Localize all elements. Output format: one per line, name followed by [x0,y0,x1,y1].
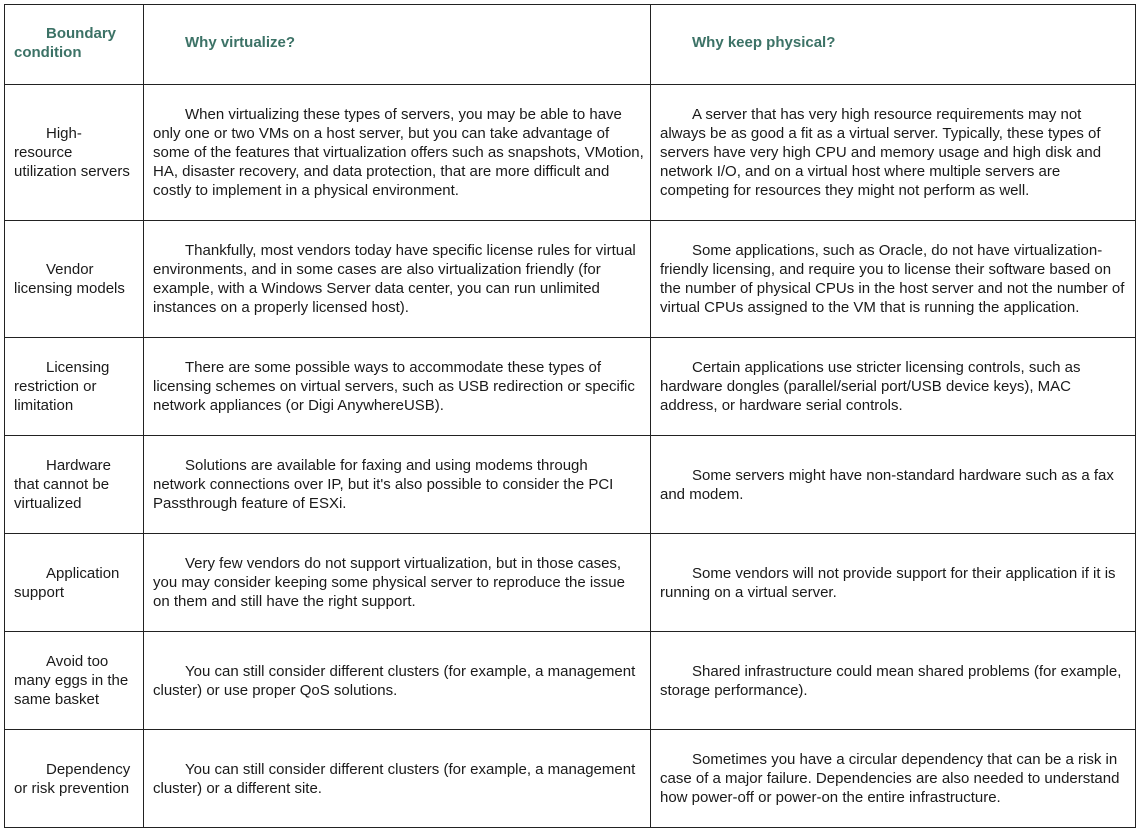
physical-cell [651,221,1136,338]
condition-text: Application support [14,564,120,601]
comparison-table [4,4,1136,828]
table-row [5,730,1136,828]
header-virtualize-text: Why virtualize? [185,34,296,51]
header-condition-text: Boundary condition [14,24,117,61]
header-physical-text: Why keep physical? [692,34,836,51]
condition-cell [5,534,144,632]
virtualize-cell [144,221,651,338]
condition-cell [5,632,144,730]
condition-cell [5,221,144,338]
condition-text: Licensing restriction or limitation [14,359,110,414]
header-condition [5,5,144,85]
physical-cell [651,632,1136,730]
physical-cell [651,338,1136,436]
physical-text: Some vendors will not provide support for their application if it is running on a virtual server. [660,564,1116,601]
condition-text: Vendor licensing models [14,261,125,297]
virtualize-text: Solutions are available for faxing and using modems through network connections over IP, but it's also possible to consider the PCI Passthrough feature of ESXi. [153,457,614,512]
physical-cell [651,436,1136,534]
virtualize-cell [144,730,651,828]
condition-cell [5,338,144,436]
virtualize-text: Thankfully, most vendors today have specific license rules for virtual environments, and in some cases are also virtualization friendly (for example, with a Windows Server data center, you can run unlimited instances on a properly licensed host). [153,242,636,316]
physical-text: Sometimes you have a circular dependency that can be a risk in case of a major failure. Dependencies are also needed to understand how power-off or power-on the entire infrastructure. [660,751,1120,806]
virtualize-cell [144,338,651,436]
virtualize-cell [144,534,651,632]
physical-text: Shared infrastructure could mean shared problems (for example, storage performance). [660,662,1122,699]
physical-text: Certain applications use stricter licensing controls, such as hardware dongles (parallel/serial port/USB device keys), MAC address, or hardware serial controls. [660,359,1081,414]
virtualize-cell [144,436,651,534]
physical-cell [651,534,1136,632]
physical-cell [651,730,1136,828]
header-virtualize [144,5,651,85]
condition-cell [5,85,144,221]
virtualize-text: Very few vendors do not support virtualization, but in those cases, you may consider keeping some physical server to reproduce the issue on them and still have the right support. [153,555,625,610]
virtualize-text: You can still consider different clusters (for example, a management cluster) or use proper QoS solutions. [153,662,636,699]
physical-text: Some applications, such as Oracle, do not have virtualization-friendly licensing, and require you to license their software based on the number of physical CPUs in the host server and not the number of virtual CPUs assigned to the VM that is running the application. [660,242,1125,316]
physical-text: A server that has very high resource requirements may not always be as good a fit as a virtual server. Typically, these types of servers have very high CPU and memory usage and high disk and network I/O, and on a virtual host where multiple servers are competing for resources they might not perform as well. [660,106,1102,199]
condition-text: Hardware that cannot be virtualized [14,457,112,512]
condition-text: Dependency or risk prevention [14,760,131,797]
condition-cell [5,730,144,828]
table-row [5,534,1136,632]
physical-text: Some servers might have non-standard hardware such as a fax and modem. [660,466,1114,503]
virtualize-cell [144,85,651,221]
condition-text: Avoid too many eggs in the same basket [14,653,129,708]
table-row [5,221,1136,338]
table-row [5,338,1136,436]
virtualize-cell [144,632,651,730]
table-row [5,436,1136,534]
header-row [5,5,1136,85]
virtualize-text: You can still consider different clusters (for example, a management cluster) or a different site. [153,760,636,797]
table-row [5,632,1136,730]
virtualize-text: When virtualizing these types of servers, you may be able to have only one or two VMs on a host server, but you can take advantage of some of the features that virtualization offers such as snapshots, VMotion, HA, disaster recovery, and data protection, that are more difficult and costly to implement in a physical environment. [153,106,644,199]
condition-text: High-resource utilization servers [14,125,130,180]
virtualize-text: There are some possible ways to accommodate these types of licensing schemes on virtual servers, such as USB redirection or specific network appliances (or Digi AnywhereUSB). [153,359,635,414]
header-physical [651,5,1136,85]
condition-cell [5,436,144,534]
table-row [5,85,1136,221]
physical-cell [651,85,1136,221]
